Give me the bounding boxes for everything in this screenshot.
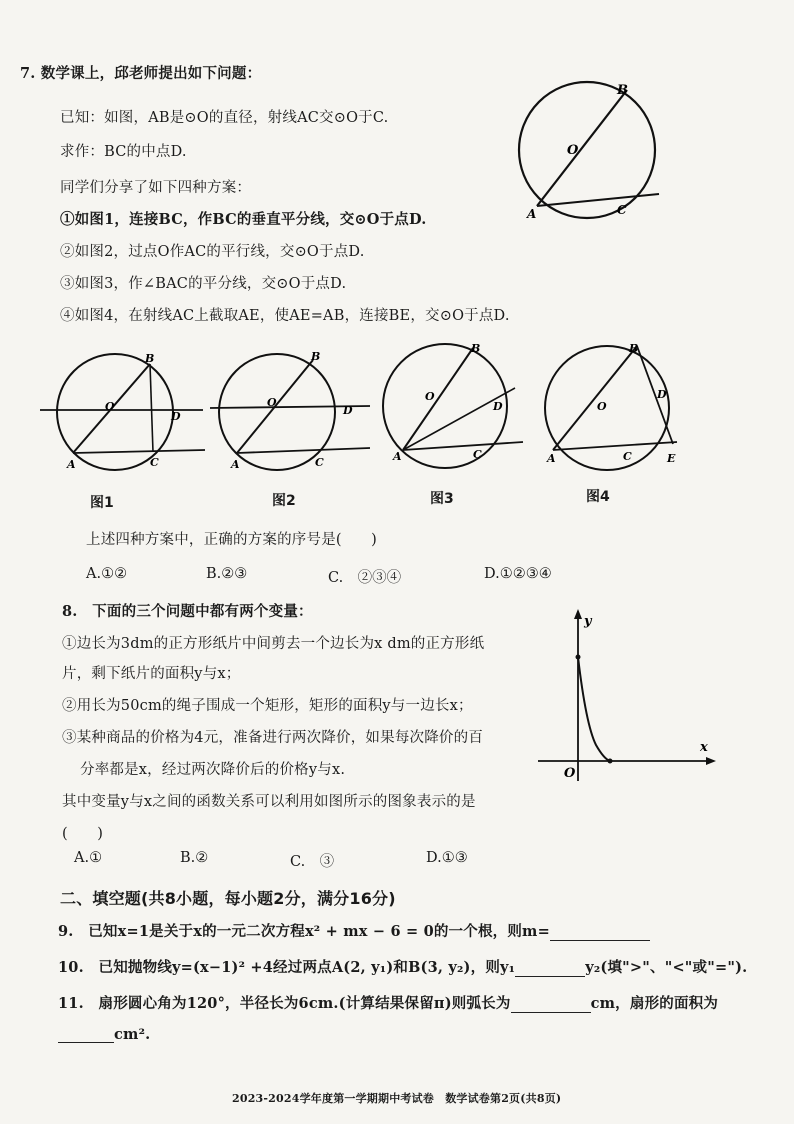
svg-text:A: A: [547, 452, 556, 465]
q7-given: 已知：如图，AB是⊙O的直径，射线AC交⊙O于C.: [60, 110, 389, 126]
q8-item-1a: ①边长为3dm的正方形纸片中间剪去一个边长为x dm的正方形纸: [62, 636, 485, 652]
caption-figure-4: 图4: [586, 489, 610, 505]
q8-item-1b: 片，剩下纸片的面积y与x；: [62, 666, 241, 682]
q7-option-a: A.①②: [86, 566, 128, 582]
svg-text:B: B: [617, 83, 628, 98]
q11-middle: cm，扇形的面积为: [590, 995, 719, 1012]
q8-item-3a: ③某种商品的价格为4元，准备进行两次降价，如果每次降价的百: [62, 730, 484, 746]
q7-option-c: C. ②③④: [328, 570, 402, 586]
q11-line-1: [58, 992, 718, 1013]
q11-line-2: [58, 1026, 150, 1043]
q10-blank[interactable]: [515, 976, 585, 977]
svg-text:B: B: [629, 342, 639, 355]
q7-intro: 同学们分享了如下四种方案：: [60, 180, 252, 196]
svg-text:D: D: [493, 400, 503, 413]
caption-figure-2: 图2: [272, 493, 296, 509]
svg-text:O: O: [105, 400, 115, 413]
q10-prefix: 10. 已知抛物线y=(x−1)² +4经过两点A(2, y₁)和B(3, y₂)，则y₁: [58, 959, 516, 976]
page-footer: 2023-2024学年度第一学期期中考试卷 数学试卷第2页(共8页): [232, 1092, 562, 1105]
q8-option-c: C. ③: [290, 854, 335, 870]
svg-text:B: B: [471, 342, 481, 355]
svg-text:D: D: [171, 410, 181, 423]
svg-text:C: C: [473, 448, 482, 461]
q7-method-4: ④如图4，在射线AC上截取AE，使AE=AB，连接BE，交⊙O于点D.: [60, 308, 510, 324]
svg-text:A: A: [527, 207, 537, 221]
figure-4: [535, 340, 695, 480]
svg-text:O: O: [597, 400, 607, 413]
q10-suffix: y₂(填">"、"<"或"=").: [585, 959, 748, 976]
svg-text:B: B: [145, 352, 155, 365]
svg-text:O: O: [425, 390, 435, 403]
q7-main-figure: [505, 78, 675, 228]
svg-text:O: O: [567, 143, 579, 158]
svg-text:C: C: [150, 456, 159, 469]
q8-option-a: A.①: [74, 850, 103, 866]
origin-label: O: [564, 766, 576, 781]
q11-blank-area[interactable]: [58, 1042, 114, 1043]
svg-text:B: B: [311, 350, 321, 363]
q9-text: 9. 已知x=1是关于x的一元二次方程x² + mx − 6 = 0的一个根，则m=: [58, 923, 550, 940]
svg-text:C: C: [623, 450, 632, 463]
q7-method-3: ③如图3，作∠BAC的平分线，交⊙O于点D.: [60, 276, 347, 292]
q7-method-1: ①如图1，连接BC，作BC的垂直平分线，交⊙O于点D.: [60, 211, 427, 228]
svg-text:A: A: [231, 458, 240, 471]
svg-text:D: D: [657, 388, 667, 401]
svg-text:C: C: [315, 456, 324, 469]
svg-text:O: O: [267, 396, 277, 409]
q7-find: 求作：BC的中点D.: [60, 144, 187, 160]
q11-prefix: 11. 扇形圆心角为120°，半径长为6cm.(计算结果保留π)则弧长为: [58, 995, 511, 1012]
q9-blank[interactable]: [550, 940, 650, 941]
q7-title: 7. 数学课上，邱老师提出如下问题：: [20, 65, 262, 82]
q8-conclusion: 其中变量y与x之间的函数关系可以利用如图所示的图象表示的是: [62, 794, 476, 810]
q7-question: 上述四种方案中，正确的方案的序号是( ): [86, 532, 378, 548]
svg-text:A: A: [67, 458, 76, 471]
caption-figure-3: 图3: [430, 491, 454, 507]
q8-option-d: D.①③: [426, 850, 468, 866]
section-2-heading: 二、填空题(共8小题，每小题2分，满分16分): [60, 889, 396, 908]
q8-item-3b: 分率都是x，经过两次降价后的价格y与x.: [80, 762, 346, 778]
q8-item-2: ②用长为50cm的绳子围成一个矩形，矩形的面积y与一边长x；: [62, 698, 473, 714]
q7-option-d: D.①②③④: [484, 566, 552, 582]
svg-text:C: C: [617, 203, 627, 217]
svg-text:E: E: [667, 452, 676, 465]
q11-blank-arc[interactable]: [511, 1012, 591, 1013]
q8-graph: [530, 605, 720, 785]
figure-2: [205, 340, 375, 480]
figure-3: [375, 340, 535, 480]
q7-method-2: ②如图2，过点O作AC的平行线，交⊙O于点D.: [60, 244, 365, 260]
q7-option-b: B.②③: [206, 566, 248, 582]
svg-text:D: D: [343, 404, 353, 417]
q10: [58, 956, 747, 977]
q8-option-b: B.②: [180, 850, 209, 866]
q9: [58, 920, 650, 941]
x-axis-label: x: [700, 740, 708, 755]
y-axis-label: y: [584, 614, 592, 629]
caption-figure-1: 图1: [90, 495, 114, 511]
q8-title: 8. 下面的三个问题中都有两个变量：: [62, 603, 313, 620]
svg-text:A: A: [393, 450, 402, 463]
figure-1: [35, 340, 205, 480]
q11-suffix: cm².: [114, 1026, 151, 1043]
q8-paren: ( ): [62, 826, 104, 842]
